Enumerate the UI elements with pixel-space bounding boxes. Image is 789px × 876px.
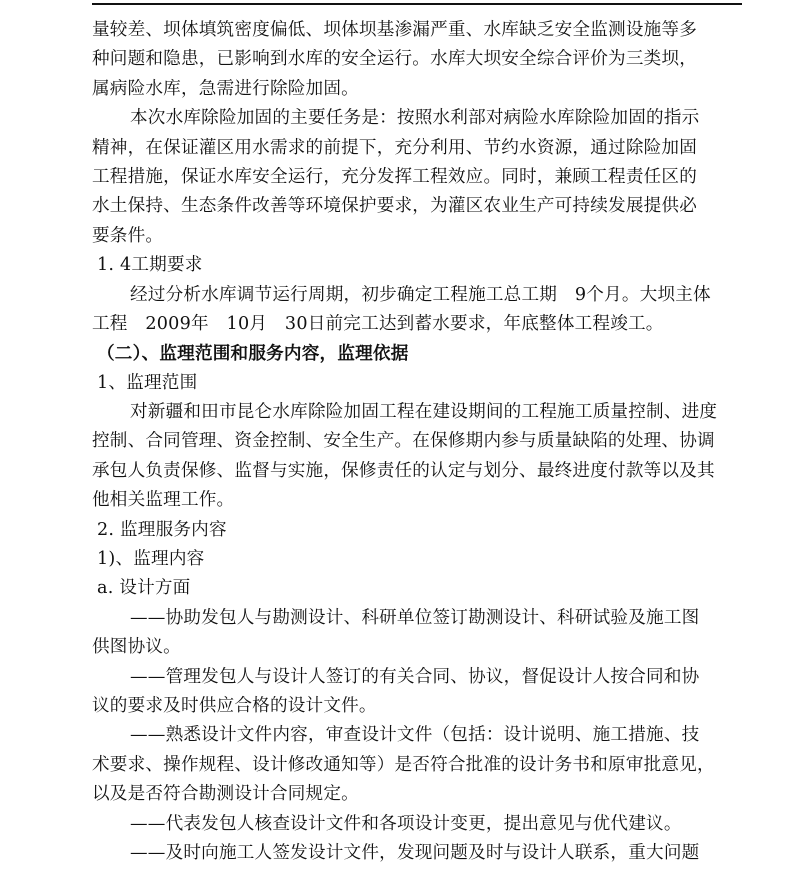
paragraph-start-line: 对新疆和田市昆仑水库除险加固工程在建设期间的工程施工质量控制、进度	[130, 402, 718, 423]
document-page	[92, 16, 747, 868]
body-line: 他相关监理工作。	[92, 490, 235, 511]
body-line: 术要求、操作规程、设计修改通知等）是否符合批准的设计务书和原审批意见，	[92, 754, 715, 775]
body-line: 以及是否符合勘测设计合同规定。	[92, 784, 359, 805]
body-line: 承包人负责保修、监督与实施，保修责任的认定与划分、最终进度付款等以及其	[92, 460, 715, 481]
body-line: 工程措施，保证水库安全运行，充分发挥工程效应。同时，兼顾工程责任区的	[92, 166, 697, 187]
list-item-line: ——管理发包人与设计人签订的有关合同、协议，督促设计人按合同和协	[130, 666, 700, 687]
list-item-line: ——及时向施工人签发设计文件，发现问题及时与设计人联系，重大问题	[130, 842, 700, 863]
paragraph-start-line: 经过分析水库调节运行周期，初步确定工程施工总工期 9个月。大坝主体	[130, 284, 711, 305]
body-line: 量较差、坝体填筑密度偏低、坝体坝基渗漏严重、水库缺乏安全监测设施等多	[92, 20, 697, 40]
body-line: 水土保持、生态条件改善等环境保护要求，为灌区农业生产可持续发展提供必	[92, 196, 697, 217]
body-line: 议的要求及时供应合格的设计文件。	[92, 695, 377, 716]
list-item-line: ——熟悉设计文件内容，审查设计文件（包括：设计说明、施工措施、技	[130, 725, 700, 746]
section-heading: 1. 4工期要求	[97, 255, 203, 276]
body-line: 工程 2009年 10月 30日前完工达到蓄水要求，年底整体工程竣工。	[92, 313, 664, 334]
subsection-heading: a. 设计方面	[97, 578, 191, 599]
section-heading: 2. 监理服务内容	[97, 519, 227, 540]
paragraph-start-line: 本次水库除险加固的主要任务是：按照水利部对病险水库除险加固的指示	[130, 108, 700, 129]
body-line: 供图协议。	[92, 637, 181, 658]
body-line: 属病险水库，急需进行除险加固。	[92, 78, 359, 99]
body-line: 精神，在保证灌区用水需求的前提下，充分利用、节约水资源，通过除险加固	[92, 137, 697, 158]
body-line: 种问题和隐患，已影响到水库的安全运行。水库大坝安全综合评价为三类坝，	[92, 49, 697, 70]
subsection-heading: 1)、监理内容	[97, 549, 205, 570]
body-line: 控制、合同管理、资金控制、安全生产。在保修期内参与质量缺陷的处理、协调	[92, 431, 715, 452]
list-item-line: ——协助发包人与勘测设计、科研单位签订勘测设计、科研试验及施工图	[130, 607, 700, 628]
section-heading: 1、监理范围	[97, 372, 198, 393]
list-item-line: ——代表发包人核查设计文件和各项设计变更，提出意见与优代建议。	[130, 813, 682, 834]
page-top-rule	[92, 3, 742, 5]
body-line: 要条件。	[92, 225, 164, 246]
major-heading: （二）、监理范围和服务内容，监理依据	[97, 343, 409, 365]
